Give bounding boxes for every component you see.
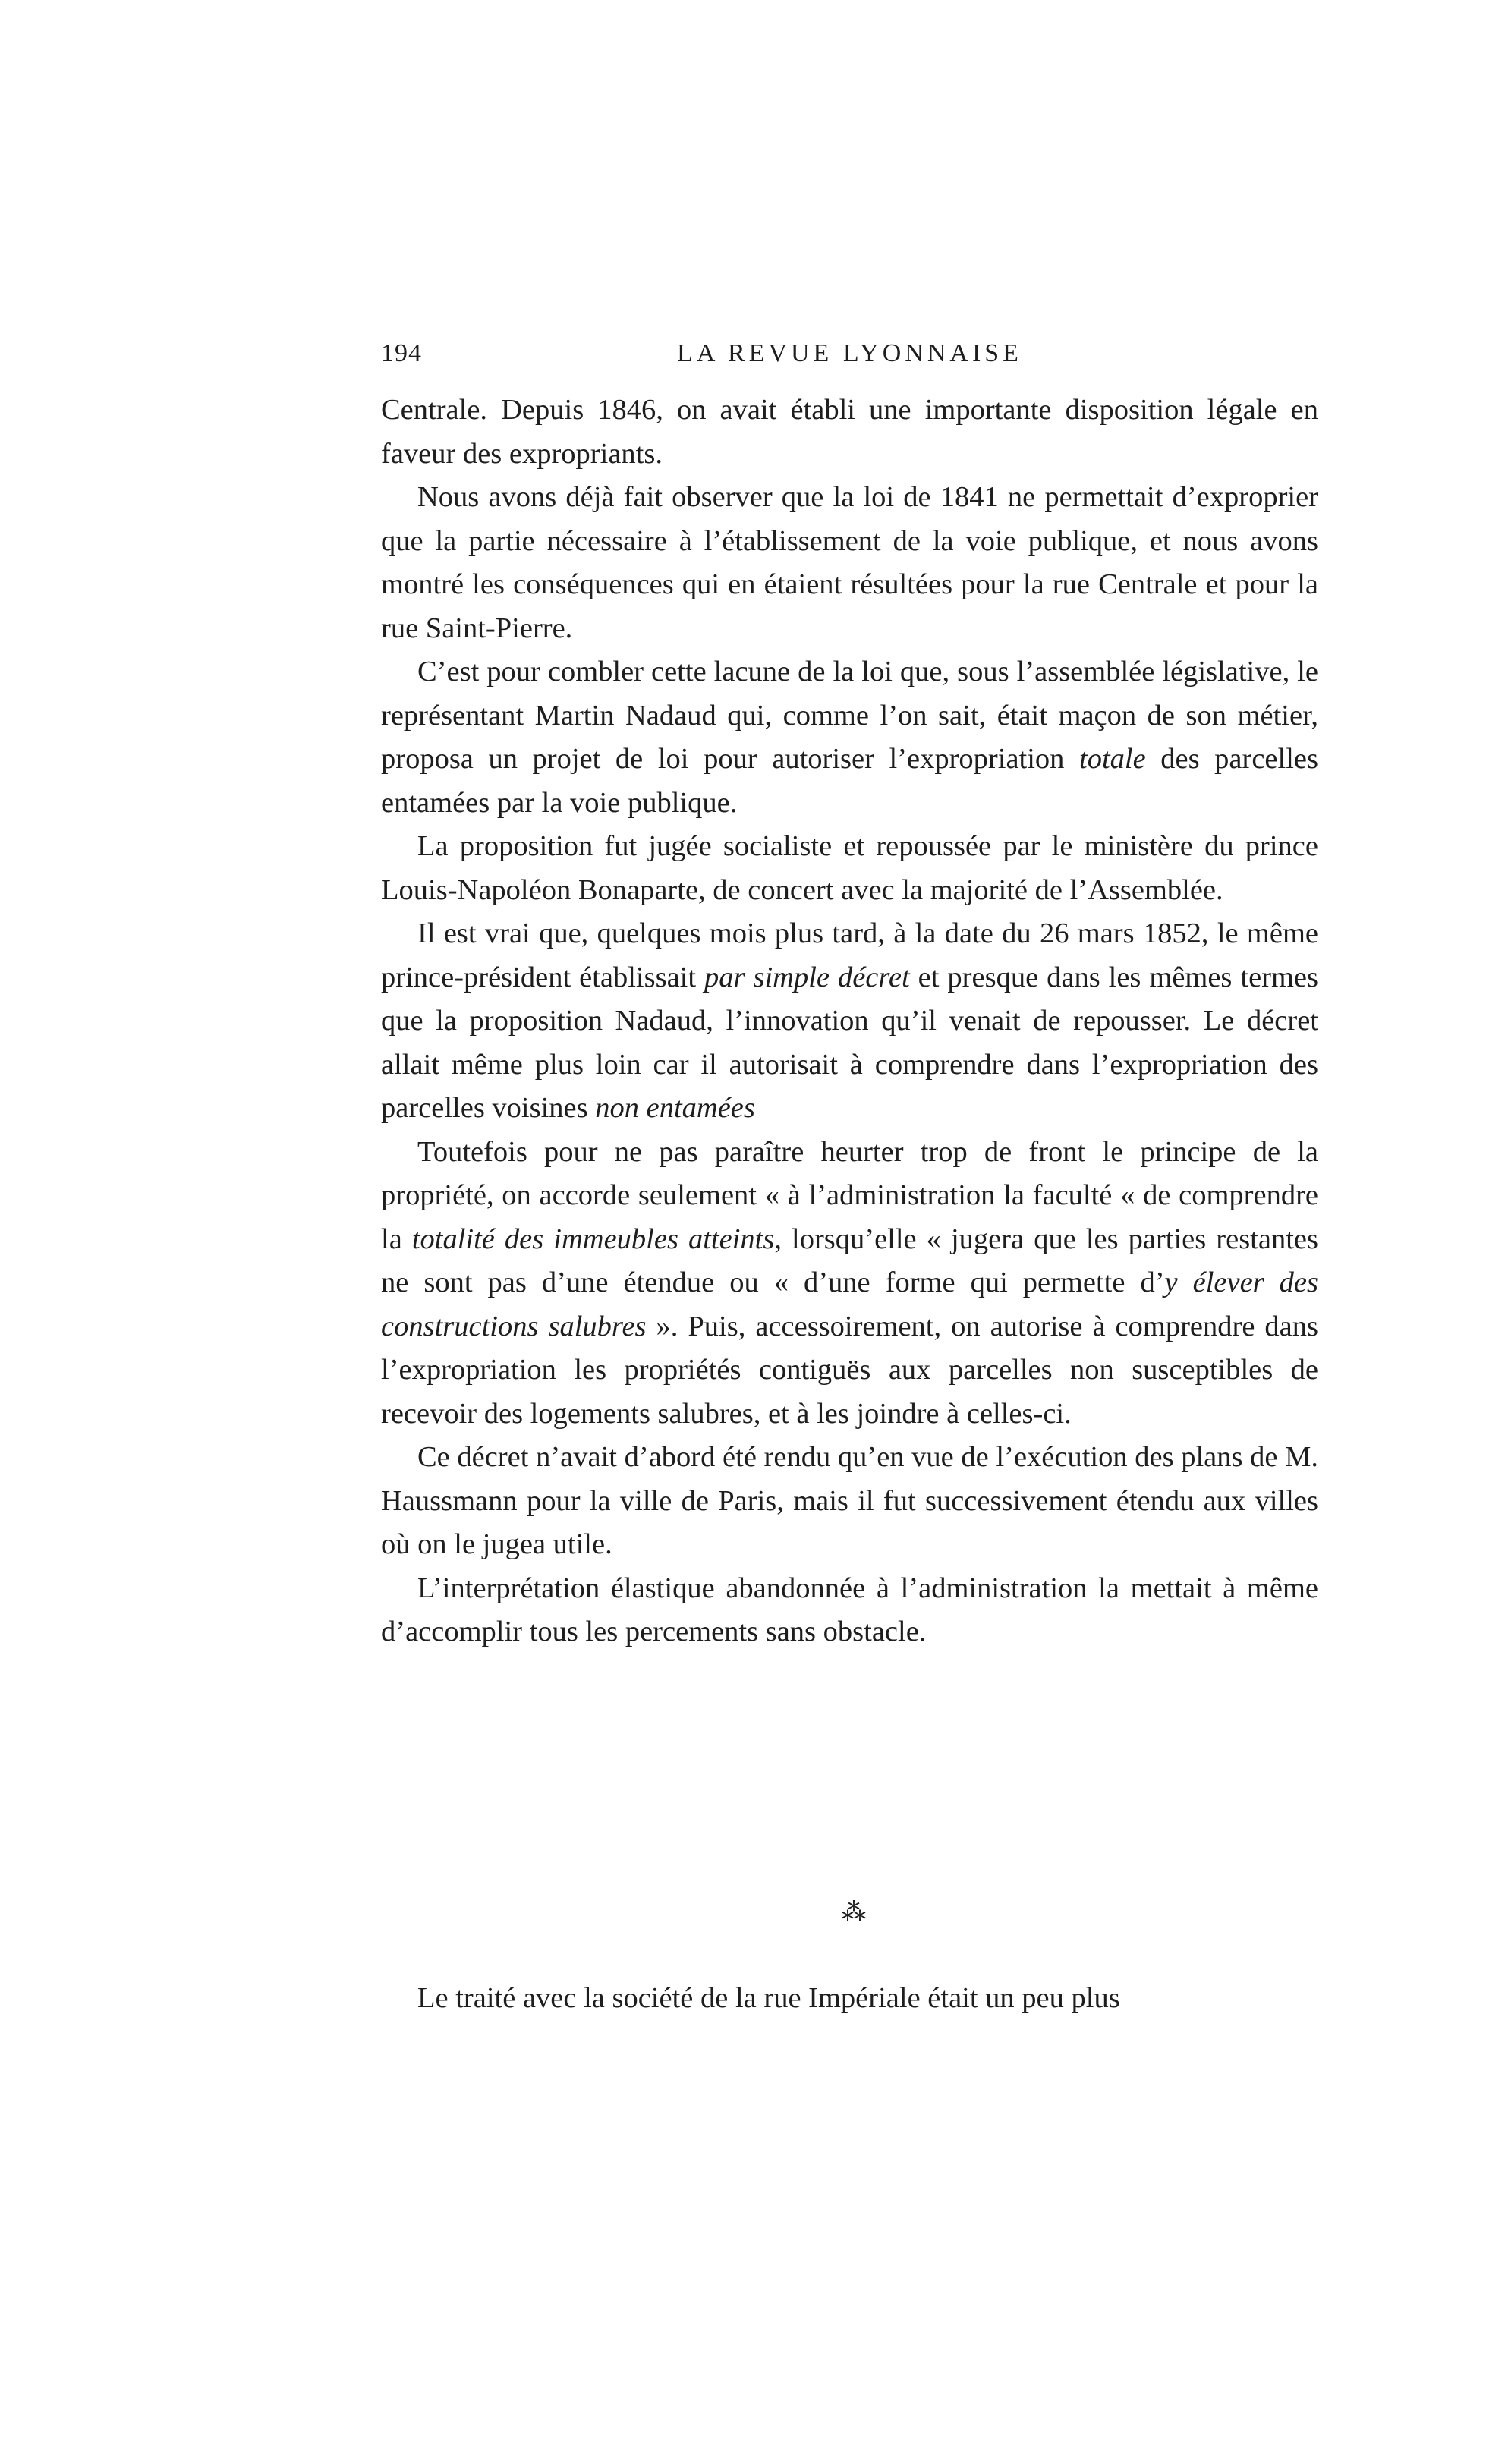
paragraph-9: Le traité avec la société de la rue Impériale était un peu plus bbox=[417, 1982, 1120, 2014]
paragraph-1: Centrale. Depuis 1846, on avait établi une importante disposition légale en faveur des expropriants. bbox=[381, 394, 1318, 470]
paragraph-4: La proposition fut jugée socialiste et repoussée par le ministère du prince Louis-Napoléon Bonaparte, de concert avec la majorité de l’Assemblée. bbox=[381, 830, 1318, 906]
running-title: LA REVUE LYONNAISE bbox=[677, 339, 1022, 367]
paragraph-6-emphasis-2: y élever des constructions salubres bbox=[381, 1267, 1318, 1342]
paragraph-6-text-c: ». Puis, accessoirement, on autorise à comprendre dans l’expropriation les propriétés contiguës aux parcelles non susceptibles de recevoir des logements salubres, et à les joindre à celles-ci. bbox=[381, 1310, 1318, 1430]
page-header bbox=[381, 339, 1318, 374]
main-text bbox=[381, 389, 1318, 1654]
paragraph-5-emphasis-2: non entamées bbox=[595, 1092, 755, 1124]
paragraph-5-emphasis-1: par simple décret bbox=[704, 961, 910, 993]
paragraph-3 bbox=[381, 650, 1318, 825]
paragraph-3-emphasis: totale bbox=[1079, 743, 1146, 775]
paragraph-8: L’interprétation élastique abandonnée à l’administration la mettait à même d’accomplir tous les percements sans obstacle. bbox=[381, 1572, 1318, 1647]
paragraph-6 bbox=[381, 1131, 1318, 1437]
paragraph-6-emphasis-1: totalité des immeubles atteints bbox=[411, 1223, 775, 1255]
paragraph-2: Nous avons déjà fait observer que la loi de 1841 ne permettait d’exproprier que la partie nécessaire à l’établissement de la voie publique, et nous avons montré les conséquences qui en étaient résultées pour la rue Centrale et pour la rue Saint-Pierre. bbox=[381, 481, 1318, 644]
paragraph-5-text-b: et presque dans les mêmes termes que la proposition Nadaud, l’innovation qu’il venait de repousser. Le décret allait même plus loin car il autorisait à comprendre dans l’expropriation des parcelles voisines bbox=[381, 961, 1319, 1124]
paragraph-7: Ce décret n’avait d’abord été rendu qu’en vue de l’exécution des plans de M. Haussmann pour la ville de Paris, mais il fut successivement étendu aux villes où on le jugea utile. bbox=[381, 1441, 1318, 1560]
section-asterism: ⁂ bbox=[842, 1898, 866, 1925]
paragraph-3-text-b: des parcelles entamées par la voie publique. bbox=[381, 743, 1318, 819]
paragraph-5-text-a: Il est vrai que, quelques mois plus tard, à la date du 26 mars 1852, le même prince-président établissait bbox=[381, 917, 1318, 993]
page-number: 194 bbox=[381, 339, 422, 367]
paragraph-6-text-b: , lorsqu’elle « jugera que les parties restantes ne sont pas d’une étendue ou « d’une forme qui permette d’ bbox=[381, 1223, 1318, 1298]
paragraph-6-text-a: Toutefois pour ne pas paraître heurter trop de front le principe de la propriété, on accorde seulement « à l’administration la faculté « de comprendre la bbox=[381, 1135, 1318, 1255]
paragraph-5 bbox=[381, 912, 1318, 1131]
paragraph-3-text-a: C’est pour combler cette lacune de la loi que, sous l’assemblée législative, le représentant Martin Nadaud qui, comme l’on sait, était maçon de son métier, proposa un projet de loi pour autoriser l’expropriation bbox=[381, 656, 1318, 775]
